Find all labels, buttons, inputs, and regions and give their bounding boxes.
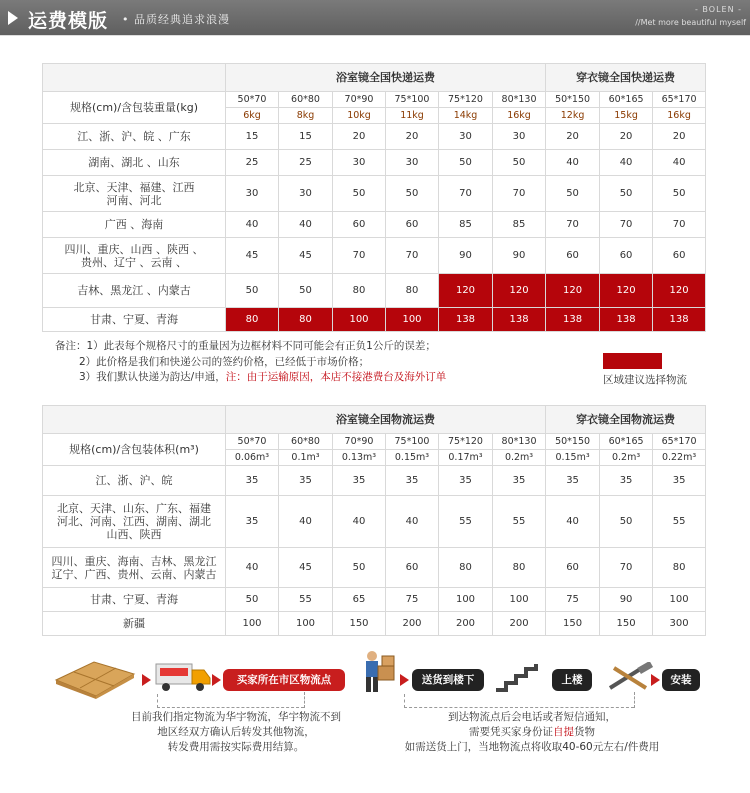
logistics-description: [96, 710, 376, 755]
table-row: [43, 274, 706, 308]
step-installation: 安装: [662, 669, 700, 691]
fee-cell: 70: [653, 212, 706, 238]
table-row: [43, 150, 706, 176]
fee-cell: 30: [279, 176, 333, 212]
brand-slogan: //Met more beautiful myself: [635, 18, 746, 27]
size-cell: 80*130: [493, 92, 546, 108]
fee-cell: 200: [493, 612, 546, 636]
size-cell: 60*165: [600, 434, 653, 450]
region-cell: [43, 588, 226, 612]
volumes-cell: 0.15m³: [546, 450, 600, 466]
fee-cell: 50: [226, 588, 279, 612]
fee-cell: 100: [226, 612, 279, 636]
region-cell: [43, 212, 226, 238]
note-warning: 注：由于运输原因，本店不接港费台及海外订单: [225, 371, 447, 383]
fee-cell: 40: [386, 496, 439, 548]
tools-icon: [606, 662, 654, 692]
fee-cell: 35: [439, 466, 493, 496]
fee-cell: 30: [439, 124, 493, 150]
volumes-cell: 0.13m³: [333, 450, 386, 466]
fee-cell: 35: [226, 496, 279, 548]
fee-cell: 300: [653, 612, 706, 636]
fee-cell: 120: [439, 274, 493, 308]
logistics-fee-table: [42, 405, 706, 636]
fee-cell: 80: [493, 548, 546, 588]
table-row: [43, 308, 706, 332]
connector-right: [404, 707, 634, 708]
fee-cell: 35: [546, 466, 600, 496]
caption-spacer: [43, 406, 226, 434]
region-line: 江、浙、沪、皖 、广东: [77, 130, 191, 143]
fee-cell: 55: [439, 496, 493, 548]
fee-cell: 20: [333, 124, 386, 150]
region-line: 山西、陕西: [106, 528, 162, 541]
region-line: 吉林、黑龙江 、内蒙古: [77, 284, 191, 297]
size-cell: 75*100: [386, 92, 439, 108]
region-line: 江、浙、沪、皖: [95, 474, 173, 487]
volumes-cell: 0.22m³: [653, 450, 706, 466]
table-row: [43, 466, 706, 496]
pickup-description: [382, 710, 682, 755]
size-cell: 65*170: [653, 92, 706, 108]
fee-cell: 138: [546, 308, 600, 332]
size-cell: 80*130: [493, 434, 546, 450]
fee-cell: 60: [333, 212, 386, 238]
fee-cell: 70: [439, 176, 493, 212]
self-pickup-highlight: 自提: [553, 726, 574, 738]
fee-cell: 50: [439, 150, 493, 176]
size-cell: 65*170: [653, 434, 706, 450]
table-row: [43, 176, 706, 212]
fee-cell: 60: [386, 212, 439, 238]
caption-dressing-mirror: 穿衣镜全国物流运费: [546, 406, 706, 434]
fee-cell: 70: [600, 212, 653, 238]
fee-cell: 80: [226, 308, 279, 332]
legend-swatch: [603, 353, 662, 369]
stairs-icon: [494, 662, 544, 692]
fee-cell: 50: [386, 176, 439, 212]
fee-cell: 20: [600, 124, 653, 150]
caption-bath-mirror: 浴室镜全国物流运费: [226, 406, 546, 434]
fee-cell: 40: [600, 150, 653, 176]
fee-cell: 40: [279, 212, 333, 238]
region-cell: [43, 612, 226, 636]
fee-cell: 50: [493, 150, 546, 176]
weights-cell: 6kg: [226, 108, 279, 124]
fee-cell: 15: [226, 124, 279, 150]
page-title: 运费模版: [28, 10, 109, 32]
fee-cell: 50: [279, 274, 333, 308]
spec-label: 规格(cm)/含包装体积(m³): [43, 434, 226, 466]
caption-dressing-mirror: 穿衣镜全国快递运费: [546, 64, 706, 92]
fee-cell: 50: [600, 496, 653, 548]
page-subtitle: • 品质经典追求浪漫: [122, 13, 230, 26]
weights-cell: 16kg: [653, 108, 706, 124]
connector-left: [157, 694, 158, 708]
note-line-3: [55, 370, 446, 386]
express-fee-table: [42, 63, 706, 332]
play-arrow-icon: [8, 11, 18, 25]
fee-cell: 90: [493, 238, 546, 274]
fee-cell: 100: [439, 588, 493, 612]
fee-cell: 40: [226, 212, 279, 238]
fee-cell: 150: [333, 612, 386, 636]
fee-cell: 35: [600, 466, 653, 496]
weights-cell: 16kg: [493, 108, 546, 124]
caption-spacer: [43, 64, 226, 92]
region-line: 贵州、辽宁 、云南 、: [81, 255, 187, 269]
fee-cell: 20: [386, 124, 439, 150]
flow-arrow-icon: [651, 674, 660, 686]
size-cell: 75*120: [439, 434, 493, 450]
connector-left: [304, 692, 305, 708]
volumes-cell: 0.15m³: [386, 450, 439, 466]
region-cell: [43, 548, 226, 588]
table-row: [43, 238, 706, 274]
fee-cell: 40: [226, 548, 279, 588]
fee-cell: 40: [546, 150, 600, 176]
region-line: 北京、天津、福建、江西: [73, 180, 195, 194]
weights-cell: 12kg: [546, 108, 600, 124]
fee-cell: 138: [439, 308, 493, 332]
fee-cell: 120: [493, 274, 546, 308]
fee-cell: 35: [493, 466, 546, 496]
size-row: [43, 434, 706, 450]
fee-cell: 50: [653, 176, 706, 212]
region-line: 甘肃、宁夏、青海: [90, 313, 178, 326]
weights-cell: 8kg: [279, 108, 333, 124]
note-line-3-text: 3）我们默认快递为韵达/申通，: [79, 371, 226, 383]
fee-cell: 100: [386, 308, 439, 332]
region-cell: [43, 238, 226, 274]
fee-cell: 70: [546, 212, 600, 238]
fee-cell: 65: [333, 588, 386, 612]
fee-cell: 138: [600, 308, 653, 332]
desc-right-line-2: [382, 725, 682, 740]
fee-cell: 200: [439, 612, 493, 636]
flow-arrow-icon: [400, 674, 409, 686]
fee-cell: 60: [653, 238, 706, 274]
volumes-cell: 0.06m³: [226, 450, 279, 466]
volumes-cell: 0.2m³: [493, 450, 546, 466]
fee-cell: 70: [493, 176, 546, 212]
fee-cell: 35: [333, 466, 386, 496]
note-line-1: 备注：1）此表每个规格尺寸的重量因为边框材料不同可能会有正负1公斤的误差；: [55, 340, 436, 352]
fee-cell: 200: [386, 612, 439, 636]
size-cell: 60*80: [279, 434, 333, 450]
fee-cell: 40: [279, 496, 333, 548]
note-line-2: 2）此价格是我们和快递公司的签约价格，已经低于市场价格；: [79, 355, 370, 368]
size-cell: 60*80: [279, 92, 333, 108]
truck-icon: [154, 660, 212, 694]
desc-left-line-2: 地区经双方确认后转发其他物流，: [157, 726, 315, 738]
region-line: 湖南、湖北 、山东: [88, 156, 180, 169]
region-cell: [43, 466, 226, 496]
table-row: [43, 588, 706, 612]
fee-cell: 60: [600, 238, 653, 274]
size-row: [43, 92, 706, 108]
fee-cell: 80: [279, 308, 333, 332]
brand-name: - BOLEN -: [695, 5, 742, 14]
fee-cell: 20: [653, 124, 706, 150]
fee-cell: 45: [226, 238, 279, 274]
fee-cell: 35: [653, 466, 706, 496]
table-row: [43, 548, 706, 588]
weights-cell: 11kg: [386, 108, 439, 124]
step-city-logistics-point: 买家所在市区物流点: [223, 669, 345, 691]
fee-cell: 50: [226, 274, 279, 308]
size-cell: 70*90: [333, 92, 386, 108]
region-line: 北京、天津、山东、广东、福建: [57, 502, 211, 515]
delivery-process: [42, 648, 705, 786]
fee-cell: 60: [386, 548, 439, 588]
fee-cell: 30: [493, 124, 546, 150]
fee-cell: 80: [386, 274, 439, 308]
size-cell: 75*120: [439, 92, 493, 108]
desc-left-line-1: 目前我们指定物流为华宇物流，华宇物流不到: [131, 711, 341, 723]
size-cell: 50*70: [226, 434, 279, 450]
region-line: 新疆: [123, 617, 145, 630]
flow-arrow-icon: [142, 674, 151, 686]
fee-cell: 70: [386, 238, 439, 274]
size-cell: 60*165: [600, 92, 653, 108]
fee-cell: 55: [279, 588, 333, 612]
fee-cell: 70: [333, 238, 386, 274]
fee-cell: 85: [493, 212, 546, 238]
package-box-icon: [54, 658, 136, 700]
region-line: 四川、重庆、山西 、陕西 、: [64, 242, 204, 256]
weights-cell: 15kg: [600, 108, 653, 124]
region-cell: [43, 150, 226, 176]
desc-right-line-2a: 需要凭买家身份证: [469, 726, 553, 738]
fee-cell: 75: [386, 588, 439, 612]
volumes-cell: 0.1m³: [279, 450, 333, 466]
fee-cell: 15: [279, 124, 333, 150]
flow-arrow-icon: [212, 674, 221, 686]
step-upstairs: 上楼: [552, 669, 592, 691]
fee-cell: 50: [600, 176, 653, 212]
fee-cell: 30: [333, 150, 386, 176]
fee-cell: 55: [493, 496, 546, 548]
fee-cell: 100: [493, 588, 546, 612]
region-line: 广西 、海南: [104, 218, 164, 231]
fee-cell: 85: [439, 212, 493, 238]
caption-bath-mirror: 浴室镜全国快递运费: [226, 64, 546, 92]
size-cell: 70*90: [333, 434, 386, 450]
fee-cell: 100: [653, 588, 706, 612]
region-line: 河北、河南、江西、湖南、湖北: [57, 515, 211, 528]
weights-cell: 10kg: [333, 108, 386, 124]
fee-cell: 90: [439, 238, 493, 274]
table-row: [43, 124, 706, 150]
connector-right: [634, 692, 635, 708]
notes: [55, 339, 446, 386]
region-line: 四川、重庆、海南、吉林、黑龙江: [51, 554, 217, 568]
fee-cell: 25: [226, 150, 279, 176]
fee-cell: 25: [279, 150, 333, 176]
fee-cell: 60: [546, 238, 600, 274]
fee-cell: 35: [386, 466, 439, 496]
desc-right-line-1: 到达物流点后会电话或者短信通知，: [448, 711, 616, 723]
fee-cell: 150: [546, 612, 600, 636]
region-cell: [43, 274, 226, 308]
fee-cell: 35: [226, 466, 279, 496]
step-deliver-downstairs: 送货到楼下: [412, 669, 484, 691]
table-row: [43, 496, 706, 548]
fee-cell: 138: [493, 308, 546, 332]
volumes-cell: 0.2m³: [600, 450, 653, 466]
fee-cell: 120: [600, 274, 653, 308]
volumes-cell: 0.17m³: [439, 450, 493, 466]
fee-cell: 80: [439, 548, 493, 588]
fee-cell: 40: [653, 150, 706, 176]
fee-cell: 150: [600, 612, 653, 636]
region-cell: [43, 308, 226, 332]
connector-left: [157, 707, 304, 708]
fee-cell: 100: [279, 612, 333, 636]
fee-cell: 40: [546, 496, 600, 548]
fee-cell: 70: [600, 548, 653, 588]
table-row: [43, 612, 706, 636]
region-line: 辽宁、广西、贵州、云南、内蒙古: [51, 567, 217, 581]
fee-cell: 30: [226, 176, 279, 212]
size-cell: 75*100: [386, 434, 439, 450]
desc-right-line-3: 如需送货上门，当地物流点将收取40-60元左右/件费用: [404, 741, 660, 753]
size-cell: 50*150: [546, 92, 600, 108]
desc-left-line-3: 转发费用需按实际费用结算。: [167, 741, 305, 753]
fee-cell: 80: [333, 274, 386, 308]
fee-cell: 55: [653, 496, 706, 548]
size-cell: 50*70: [226, 92, 279, 108]
region-line: 甘肃、宁夏、青海: [90, 593, 178, 606]
connector-right: [404, 694, 405, 708]
fee-cell: 60: [546, 548, 600, 588]
region-cell: [43, 124, 226, 150]
fee-cell: 45: [279, 548, 333, 588]
fee-cell: 138: [653, 308, 706, 332]
fee-cell: 45: [279, 238, 333, 274]
fee-cell: 30: [386, 150, 439, 176]
region-line: 河南、河北: [106, 193, 162, 207]
region-cell: [43, 176, 226, 212]
delivery-man-icon: [356, 648, 400, 696]
fee-cell: 50: [333, 176, 386, 212]
fee-cell: 100: [333, 308, 386, 332]
fee-cell: 50: [546, 176, 600, 212]
caption-row: [43, 406, 706, 434]
weights-cell: 14kg: [439, 108, 493, 124]
fee-cell: 120: [653, 274, 706, 308]
size-cell: 50*150: [546, 434, 600, 450]
spec-label: 规格(cm)/含包装重量(kg): [43, 92, 226, 124]
fee-cell: 90: [600, 588, 653, 612]
fee-cell: 120: [546, 274, 600, 308]
fee-cell: 20: [546, 124, 600, 150]
fee-cell: 40: [333, 496, 386, 548]
table-row: [43, 212, 706, 238]
legend-label: 区域建议选择物流: [603, 374, 687, 386]
caption-row: [43, 64, 706, 92]
fee-cell: 80: [653, 548, 706, 588]
desc-right-line-2c: 货物: [574, 726, 595, 738]
header-banner: [0, 0, 750, 36]
fee-cell: 35: [279, 466, 333, 496]
region-cell: [43, 496, 226, 548]
fee-cell: 50: [333, 548, 386, 588]
fee-cell: 75: [546, 588, 600, 612]
